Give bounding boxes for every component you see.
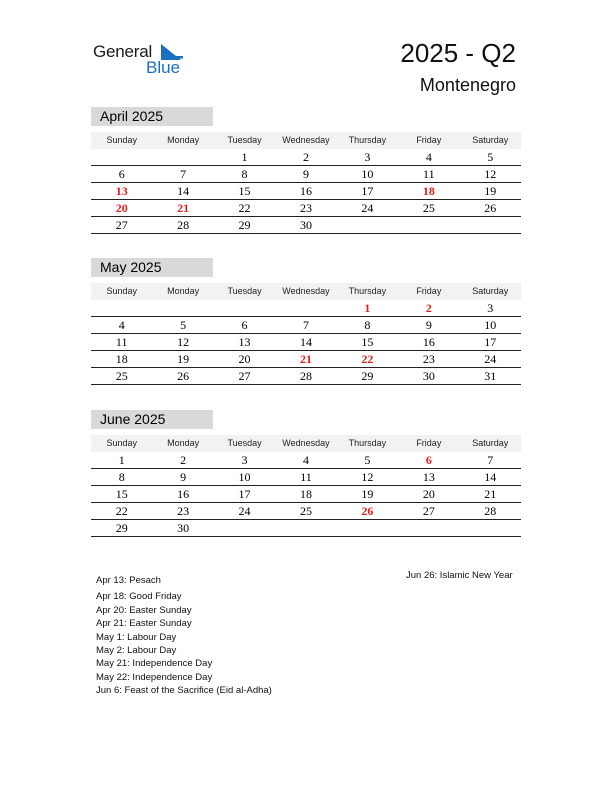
day-cell: 5 <box>180 318 187 332</box>
day-cell: 22 <box>361 352 374 366</box>
day-cell: 8 <box>118 470 125 484</box>
weekday-label: Friday <box>416 135 442 145</box>
holiday-notes-left <box>96 574 272 698</box>
day-cell: 13 <box>115 184 128 198</box>
day-cell: 27 <box>115 218 128 232</box>
day-cell: 21 <box>177 201 190 215</box>
day-cell: 7 <box>180 167 187 181</box>
day-cell: 4 <box>302 453 309 467</box>
week-row <box>91 469 521 486</box>
week-row <box>91 452 521 469</box>
empty-day-cell <box>398 217 459 233</box>
empty-day-cell <box>337 520 398 536</box>
week-row <box>91 503 521 520</box>
day-cell: 17 <box>238 487 251 501</box>
day-cell: 5 <box>487 150 494 164</box>
day-cell: 1 <box>364 301 371 315</box>
holiday-note: May 1: Labour Day <box>96 631 177 643</box>
holiday-notes-right <box>406 569 516 582</box>
day-cell: 9 <box>425 318 432 332</box>
day-cell: 28 <box>299 369 312 383</box>
day-cell: 13 <box>238 335 251 349</box>
day-cell: 11 <box>300 470 312 484</box>
day-cell: 8 <box>364 318 371 332</box>
day-cell: 28 <box>177 218 190 232</box>
day-cell: 14 <box>177 184 190 198</box>
day-cell: 26 <box>361 504 374 518</box>
day-cell: 20 <box>115 201 128 215</box>
day-cell: 12 <box>361 470 374 484</box>
day-cell: 15 <box>115 487 128 501</box>
week-row <box>91 351 521 368</box>
day-cell: 16 <box>422 335 435 349</box>
month-block <box>91 107 521 234</box>
page-title: 2025 - Q2 <box>400 38 516 68</box>
day-cell: 23 <box>177 504 190 518</box>
day-cell: 14 <box>299 335 312 349</box>
country-name: Montenegro <box>419 75 516 95</box>
day-cell: 11 <box>115 335 128 349</box>
weekday-label: Tuesday <box>227 438 262 448</box>
week-row <box>91 486 521 503</box>
day-cell: 23 <box>422 352 435 366</box>
day-cell: 9 <box>302 167 309 181</box>
day-cell: 29 <box>115 521 128 535</box>
weekday-label: Saturday <box>472 438 509 448</box>
weekday-label: Thursday <box>348 438 387 448</box>
day-cell: 25 <box>299 504 312 518</box>
day-cell: 29 <box>361 369 374 383</box>
day-cell: 19 <box>484 184 497 198</box>
day-cell: 25 <box>422 201 435 215</box>
day-cell: 23 <box>299 201 312 215</box>
day-cell: 10 <box>484 318 497 332</box>
week-row <box>91 368 521 385</box>
week-row <box>91 149 521 166</box>
day-cell: 24 <box>484 352 497 366</box>
day-cell: 25 <box>115 369 128 383</box>
holiday-note: May 2: Labour Day <box>96 645 177 657</box>
day-cell: 4 <box>118 318 125 332</box>
day-cell: 16 <box>299 184 312 198</box>
day-cell: 27 <box>422 504 435 518</box>
day-cell: 1 <box>118 453 125 467</box>
week-row <box>91 183 521 200</box>
day-cell: 11 <box>423 167 435 181</box>
empty-day-cell <box>275 300 336 316</box>
weekday-label: Saturday <box>472 286 509 296</box>
empty-day-cell <box>152 300 213 316</box>
week-row <box>91 217 521 234</box>
day-cell: 8 <box>241 167 248 181</box>
day-cell: 12 <box>177 335 190 349</box>
month-title: June 2025 <box>91 410 213 429</box>
week-row <box>91 317 521 334</box>
day-cell: 26 <box>177 369 190 383</box>
holiday-note: Jun 6: Feast of the Sacrifice (Eid al-Adha) <box>96 685 272 697</box>
holiday-note: Apr 20: Easter Sunday <box>96 604 192 616</box>
empty-day-cell <box>337 217 398 233</box>
day-cell: 3 <box>487 301 494 315</box>
day-cell: 29 <box>238 218 251 232</box>
day-cell: 21 <box>299 352 312 366</box>
day-cell: 6 <box>118 167 125 181</box>
week-row <box>91 520 521 537</box>
holiday-note: Jun 26: Islamic New Year <box>406 570 513 581</box>
month-block <box>91 410 521 537</box>
day-cell: 5 <box>364 453 371 467</box>
day-cell: 18 <box>299 487 312 501</box>
day-cell: 20 <box>422 487 435 501</box>
holiday-note: May 22: Independence Day <box>96 671 213 683</box>
weekday-label: Friday <box>416 286 442 296</box>
day-cell: 26 <box>484 201 497 215</box>
empty-day-cell <box>460 520 521 536</box>
holiday-note: Apr 18: Good Friday <box>96 591 182 603</box>
week-row <box>91 200 521 217</box>
weekday-header-row <box>91 435 521 452</box>
brand-logo <box>93 40 193 80</box>
day-cell: 24 <box>361 201 374 215</box>
day-cell: 19 <box>177 352 190 366</box>
day-cell: 22 <box>238 201 251 215</box>
day-cell: 13 <box>422 470 435 484</box>
month-title: April 2025 <box>91 107 213 126</box>
day-cell: 24 <box>238 504 251 518</box>
weekday-label: Wednesday <box>282 286 330 296</box>
day-cell: 14 <box>484 470 497 484</box>
day-cell: 6 <box>425 453 432 467</box>
day-cell: 27 <box>238 369 251 383</box>
holiday-note: May 21: Independence Day <box>96 658 213 670</box>
day-cell: 15 <box>238 184 251 198</box>
day-cell: 20 <box>238 352 251 366</box>
day-cell: 28 <box>484 504 497 518</box>
empty-day-cell <box>214 520 275 536</box>
day-cell: 3 <box>364 150 371 164</box>
day-cell: 30 <box>422 369 435 383</box>
day-cell: 10 <box>361 167 374 181</box>
day-cell: 15 <box>361 335 374 349</box>
week-row <box>91 166 521 183</box>
day-cell: 6 <box>241 318 248 332</box>
weekday-label: Wednesday <box>282 135 330 145</box>
weekday-header-row <box>91 132 521 149</box>
day-cell: 12 <box>484 167 497 181</box>
day-cell: 7 <box>302 318 309 332</box>
day-cell: 18 <box>115 352 128 366</box>
holiday-note: Apr 21: Easter Sunday <box>96 618 192 630</box>
weekday-label: Sunday <box>106 438 137 448</box>
weekday-label: Monday <box>167 286 200 296</box>
brand-word-general: General <box>93 42 153 61</box>
empty-day-cell <box>91 149 152 165</box>
day-cell: 2 <box>425 301 432 315</box>
day-cell: 30 <box>299 218 312 232</box>
day-cell: 4 <box>425 150 432 164</box>
weekday-label: Tuesday <box>227 286 262 296</box>
holiday-note: Apr 13: Pesach <box>96 575 161 586</box>
empty-day-cell <box>398 520 459 536</box>
day-cell: 3 <box>241 453 248 467</box>
weekday-label: Monday <box>167 438 200 448</box>
week-row <box>91 334 521 351</box>
empty-day-cell <box>152 149 213 165</box>
day-cell: 31 <box>484 369 497 383</box>
weekday-label: Sunday <box>106 135 137 145</box>
weekday-label: Thursday <box>348 135 387 145</box>
weekday-header-row <box>91 283 521 300</box>
day-cell: 2 <box>302 150 309 164</box>
day-cell: 2 <box>180 453 187 467</box>
day-cell: 9 <box>180 470 187 484</box>
day-cell: 18 <box>422 184 435 198</box>
brand-word-blue: Blue <box>146 58 181 77</box>
day-cell: 19 <box>361 487 374 501</box>
empty-day-cell <box>91 300 152 316</box>
day-cell: 7 <box>487 453 494 467</box>
weekday-label: Thursday <box>348 286 387 296</box>
month-block <box>91 258 521 385</box>
weekday-label: Monday <box>167 135 200 145</box>
empty-day-cell <box>460 217 521 233</box>
day-cell: 10 <box>238 470 251 484</box>
week-row <box>91 300 521 317</box>
day-cell: 30 <box>177 521 190 535</box>
day-cell: 1 <box>241 150 248 164</box>
weekday-label: Saturday <box>472 135 509 145</box>
weekday-label: Friday <box>416 438 442 448</box>
weekday-label: Tuesday <box>227 135 262 145</box>
day-cell: 17 <box>484 335 497 349</box>
empty-day-cell <box>275 520 336 536</box>
day-cell: 22 <box>115 504 128 518</box>
month-title: May 2025 <box>91 258 213 277</box>
empty-day-cell <box>214 300 275 316</box>
day-cell: 17 <box>361 184 374 198</box>
weekday-label: Sunday <box>106 286 137 296</box>
day-cell: 21 <box>484 487 497 501</box>
weekday-label: Wednesday <box>282 438 330 448</box>
day-cell: 16 <box>177 487 190 501</box>
